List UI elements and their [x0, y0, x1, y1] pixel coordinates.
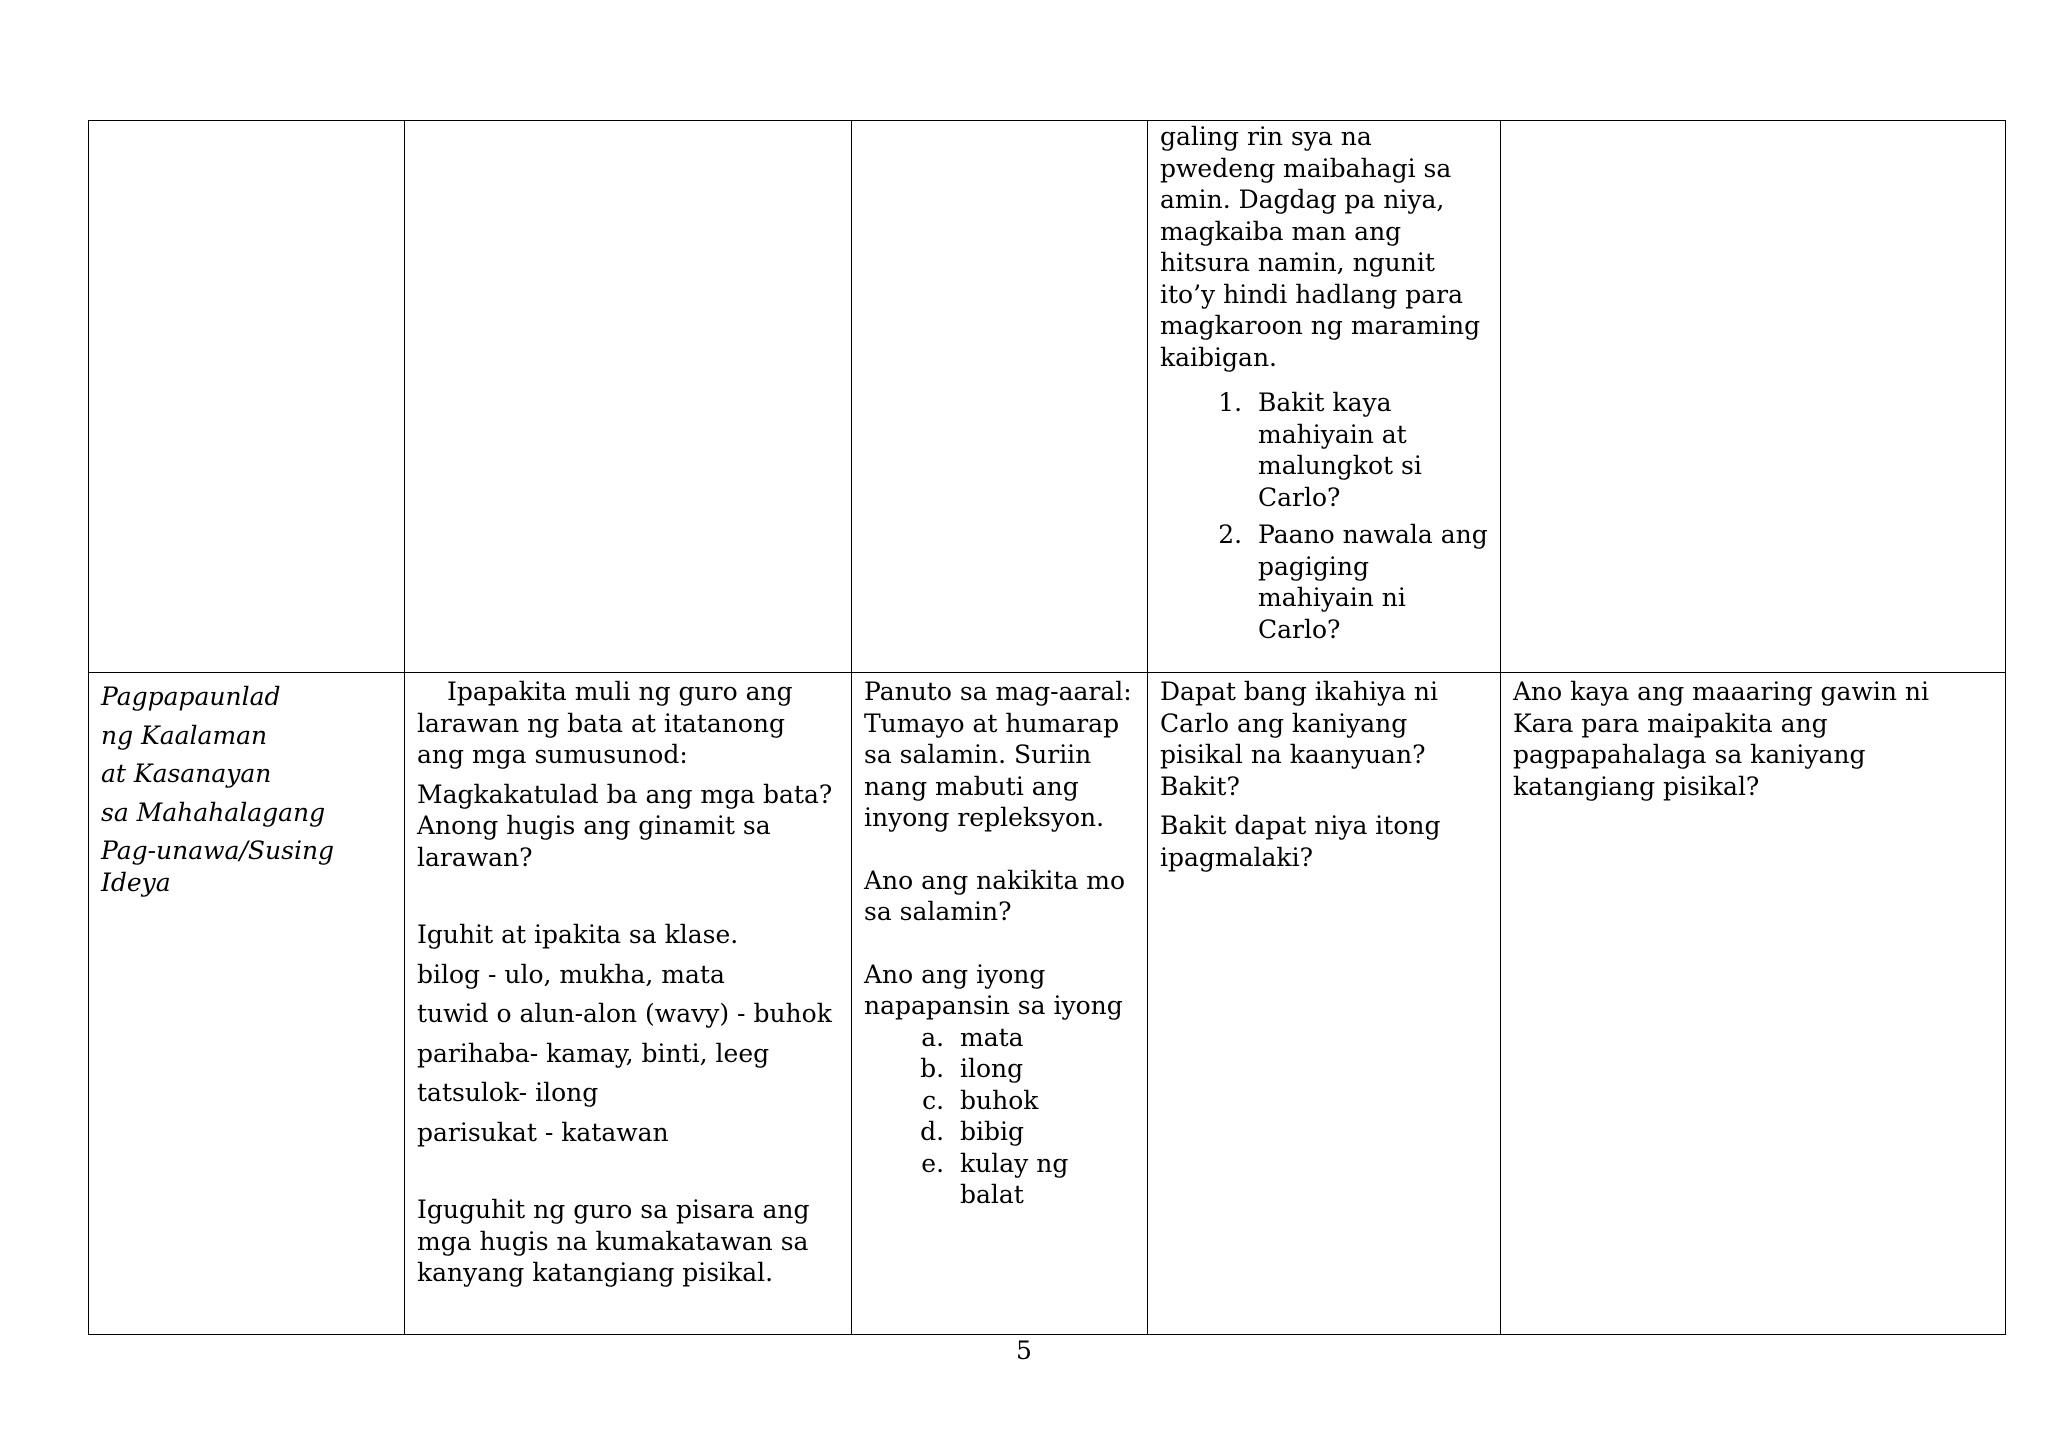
section-title-line: Pagpapaunlad	[101, 682, 281, 711]
shape-item: parisukat - katawan	[417, 1117, 669, 1147]
feature-option-item: d. bibig	[952, 1116, 1135, 1148]
story-questions-list	[1160, 387, 1488, 645]
section-title-line: sa Mahahalagang	[101, 797, 326, 827]
table-row	[89, 121, 2006, 673]
feature-option-item: a. mata	[952, 1022, 1135, 1054]
feature-option-item: e. kulay ng balat	[952, 1148, 1135, 1211]
instruction-text: Tumayo at humarap sa salamin. Suriin nang mabuti ang inyong repleksyon.	[864, 708, 1120, 832]
student-question-text: Ano ang iyong napapansin sa iyong	[864, 959, 1123, 1020]
row2-col4-cell	[1148, 673, 1501, 1335]
spacer	[417, 881, 839, 919]
row2-col1-cell	[89, 673, 405, 1335]
feature-option-item: c. buhok	[952, 1085, 1135, 1117]
spacer	[417, 1156, 839, 1194]
student-question-text: Ano ang nakikita mo sa salamin?	[864, 865, 1126, 926]
feature-option-item: b. ilong	[952, 1053, 1135, 1085]
instruction-label: Panuto sa mag-aaral:	[864, 677, 1132, 706]
feature-options-list	[864, 1022, 1135, 1211]
spacer	[864, 834, 1135, 865]
teacher-intro-text: Ipapakita muli ng guro ang larawan ng bata at itatanong ang mga sumusunod:	[417, 677, 793, 769]
shape-item: tuwid o alun-alon (wavy) - buhok	[417, 999, 832, 1028]
reflection-question-text: Bakit dapat niya itong ipagmalaki?	[1160, 811, 1441, 872]
shape-item: parihaba- kamay, binti, leeg	[417, 1038, 770, 1068]
row2-col2-cell	[405, 673, 852, 1335]
lesson-plan-table	[88, 120, 2006, 1335]
story-question-item: 1. Bakit kaya mahiyain at malungkot si Carlo?	[1250, 387, 1488, 513]
section-title-line: at Kasanayan	[101, 759, 272, 788]
application-question-text: Ano kaya ang maaaring gawin ni Kara para maipakita ang pagpapahalaga sa kaniyang katangiang pisikal?	[1513, 677, 1930, 801]
row1-col2-cell	[405, 121, 852, 673]
table-row	[89, 673, 2006, 1335]
draw-instruction-text: Iguhit at ipakita sa klase.	[417, 920, 739, 949]
row1-col1-cell	[89, 121, 405, 673]
row1-col3-cell	[852, 121, 1148, 673]
teacher-question-text: Magkakatulad ba ang mga bata? Anong hugis ang ginamit sa larawan?	[417, 779, 833, 872]
row2-col3-cell	[852, 673, 1148, 1335]
story-continuation-paragraph: galing rin sya na pwedeng maibahagi sa amin. Dagdag pa niya, magkaiba man ang hitsura namin, ngunit ito’y hindi hadlang para magkaroon ng maraming kaibigan.	[1160, 122, 1481, 372]
section-title-line: ng Kaalaman	[101, 720, 268, 750]
row1-col4-cell	[1148, 121, 1501, 673]
teacher-closing-text: Iguguhit ng guro sa pisara ang mga hugis na kumakatawan sa kanyang katangiang pisikal.	[417, 1195, 810, 1287]
section-title-line: Pag-unawa/Susing Ideya	[101, 836, 335, 897]
shape-item: bilog - ulo, mukha, mata	[417, 959, 725, 989]
row2-col5-cell	[1501, 673, 2006, 1335]
story-question-item: 2. Paano nawala ang pagiging mahiyain ni Carlo?	[1250, 519, 1488, 645]
shape-item: tatsulok- ilong	[417, 1078, 599, 1107]
spacer	[864, 928, 1135, 959]
row1-col5-cell	[1501, 121, 2006, 673]
page-number: 5	[1016, 1336, 1032, 1365]
reflection-question-text: Dapat bang ikahiya ni Carlo ang kaniyang pisikal na kaanyuan? Bakit?	[1160, 677, 1439, 801]
